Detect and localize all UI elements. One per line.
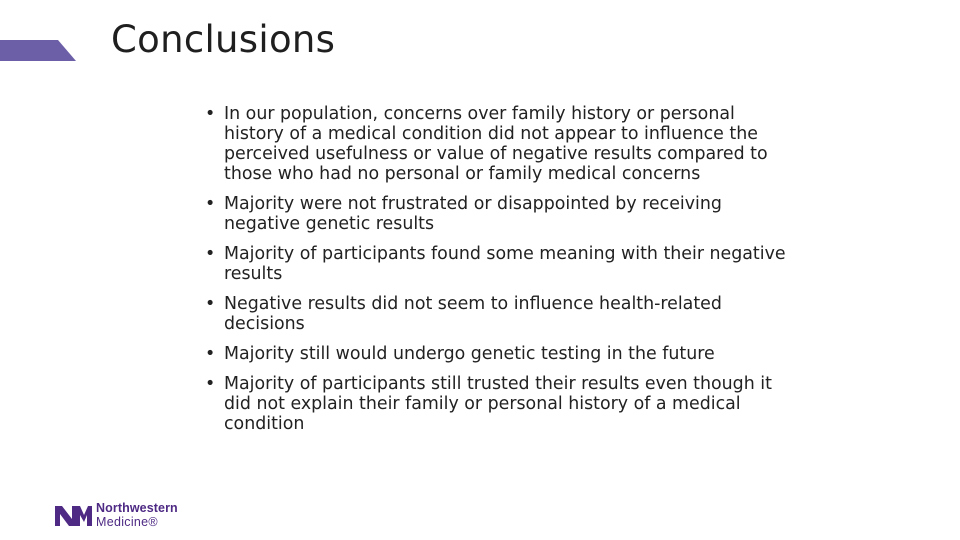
bullet-item <box>205 194 795 234</box>
bullet-text: Majority still would undergo genetic testing in the future <box>224 344 715 364</box>
bullet-icon: • <box>205 344 216 364</box>
slide-title: Conclusions <box>111 18 336 61</box>
bullet-text: Negative results did not seem to influence health-related decisions <box>224 294 722 334</box>
bullet-text: Majority of participants still trusted their results even though it did not explain their family or personal history of a medical condition <box>224 374 772 434</box>
bullet-icon: • <box>205 244 216 264</box>
bullet-text: Majority of participants found some meaning with their negative results <box>224 244 786 284</box>
logo-wordmark <box>96 502 178 528</box>
logo-mark-icon <box>54 502 92 528</box>
bullet-item <box>205 344 795 364</box>
bullet-icon: • <box>205 294 216 314</box>
bullet-icon: • <box>205 374 216 394</box>
logo-line-2: Medicine® <box>96 514 158 529</box>
bullet-icon: • <box>205 104 216 124</box>
bullet-list <box>205 104 795 444</box>
title-accent-bar <box>0 40 76 61</box>
logo-line-1: Northwestern <box>96 501 178 515</box>
bullet-item <box>205 244 795 284</box>
bullet-text: In our population, concerns over family history or personal history of a medical condition did not appear to influence the perceived usefulness or value of negative results compared to those who had no personal or family medical concerns <box>224 104 768 184</box>
northwestern-medicine-logo <box>54 500 178 530</box>
bullet-item <box>205 104 795 184</box>
bullet-item <box>205 374 795 434</box>
bullet-icon: • <box>205 194 216 214</box>
bullet-text: Majority were not frustrated or disappointed by receiving negative genetic results <box>224 194 722 234</box>
bullet-item <box>205 294 795 334</box>
